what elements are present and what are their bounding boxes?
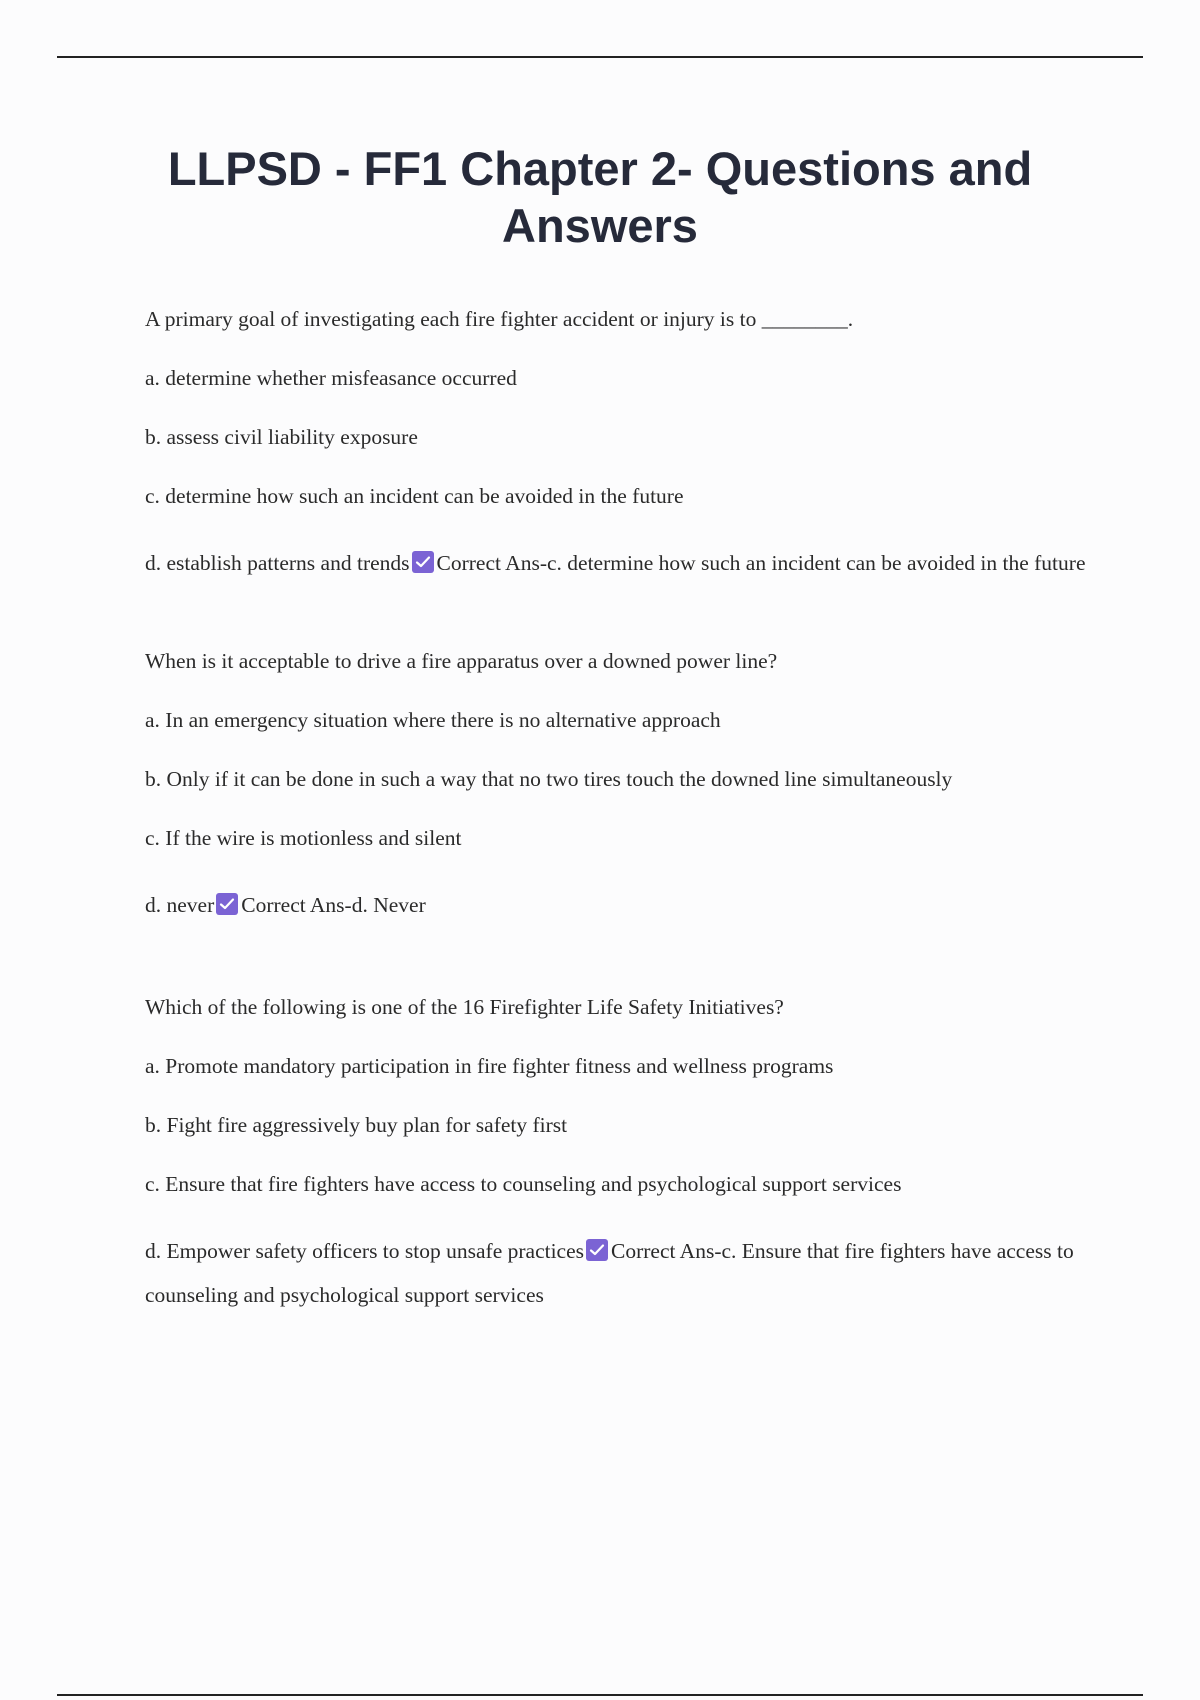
option-d-with-answer (145, 883, 1090, 927)
option-b: b. Only if it can be done in such a way that no two tires touch the downed line simultaneously (145, 767, 953, 791)
checkmark-icon (586, 1239, 608, 1261)
option-a: a. In an emergency situation where there is no alternative approach (145, 708, 721, 732)
correct-answer: c. determine how such an incident can be avoided in the future (546, 551, 1086, 575)
correct-answer: d. Never (351, 893, 426, 917)
question-block-2 (145, 647, 1090, 927)
qa-content (145, 305, 1090, 1317)
correct-answer-prefix: Correct Ans- (436, 551, 547, 575)
correct-answer-prefix: Correct Ans- (611, 1239, 722, 1263)
option-d: d. establish patterns and trends (145, 551, 410, 575)
top-divider (57, 56, 1143, 58)
checkmark-icon (216, 893, 238, 915)
question-text: A primary goal of investigating each fire fighter accident or injury is to ________. (145, 307, 854, 331)
question-text: Which of the following is one of the 16 Firefighter Life Safety Initiatives? (145, 995, 784, 1019)
option-d: d. never (145, 893, 215, 917)
option-d-with-answer (145, 541, 1090, 585)
bottom-divider (57, 1694, 1143, 1696)
option-b: b. assess civil liability exposure (145, 425, 418, 449)
option-a: a. determine whether misfeasance occurred (145, 366, 517, 390)
option-a: a. Promote mandatory participation in fire fighter fitness and wellness programs (145, 1054, 834, 1078)
option-c: c. If the wire is motionless and silent (145, 826, 462, 850)
option-b: b. Fight fire aggressively buy plan for safety first (145, 1113, 568, 1137)
question-block-3 (145, 993, 1090, 1317)
correct-answer: c. Ensure that fire fighters have access to counseling and psychological support services (145, 1239, 1074, 1307)
option-c: c. determine how such an incident can be avoided in the future (145, 484, 684, 508)
question-block-1 (145, 305, 1090, 585)
option-c: c. Ensure that fire fighters have access to counseling and psychological support services (145, 1172, 902, 1196)
correct-answer-prefix: Correct Ans- (241, 893, 352, 917)
document-title: LLPSD - FF1 Chapter 2- Questions and Answers (167, 142, 1033, 252)
question-text: When is it acceptable to drive a fire apparatus over a downed power line? (145, 649, 778, 673)
option-d: d. Empower safety officers to stop unsafe practices (145, 1239, 585, 1263)
checkmark-icon (412, 551, 434, 573)
option-d-with-answer (145, 1229, 1090, 1317)
